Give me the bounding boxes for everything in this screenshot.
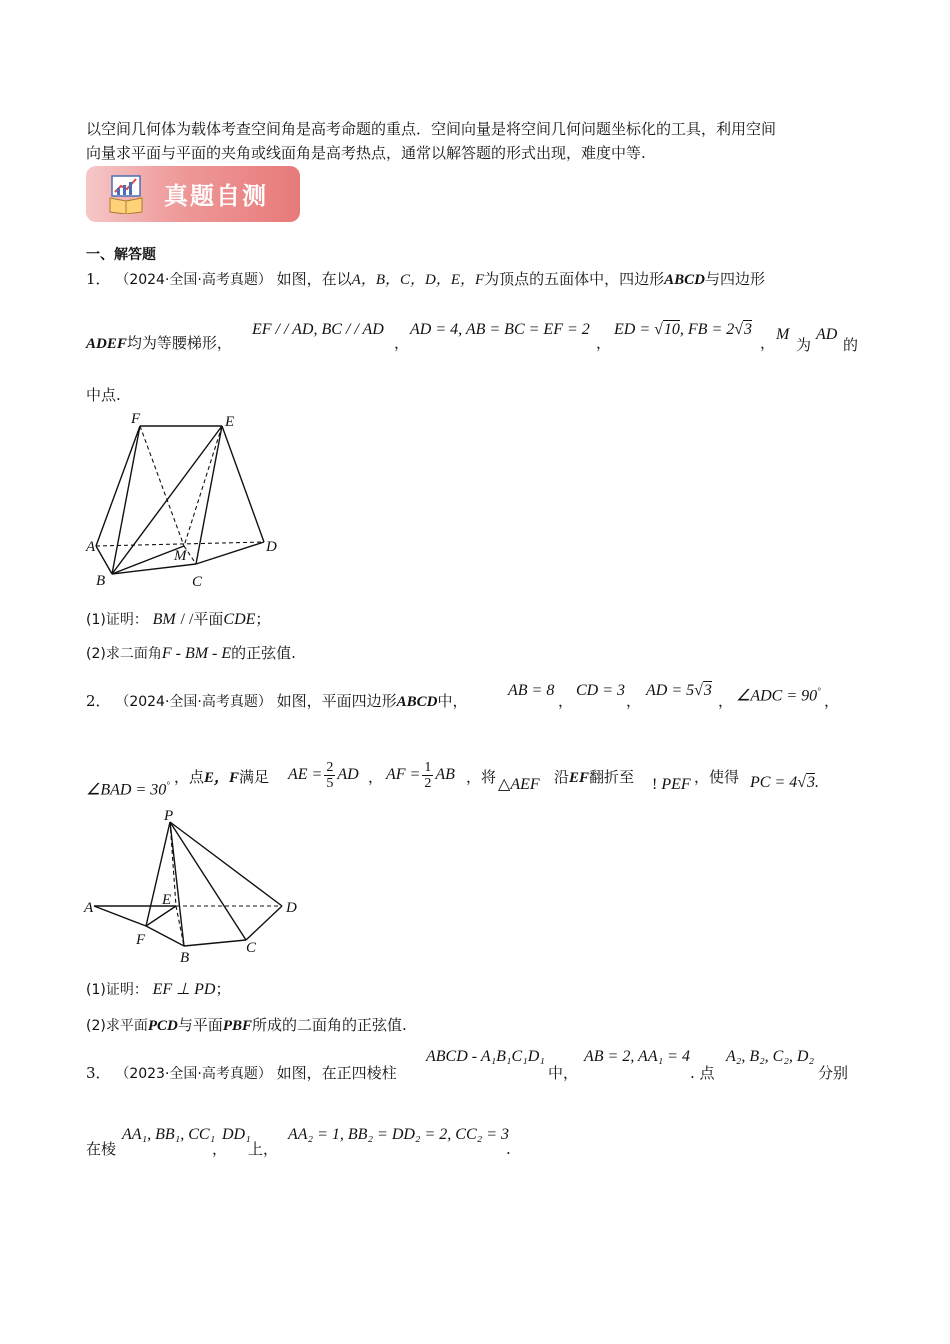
q1-part-1-d: 平面 xyxy=(193,610,224,628)
q1-text-b: 为顶点的五面体中，四边形 xyxy=(484,270,665,288)
q2-cond-bad-value: ∠BAD = 30 xyxy=(86,781,167,799)
q1-part-1-a: (1)证明： xyxy=(86,612,148,628)
q2-ae-b: AD xyxy=(337,766,359,784)
q2-tri-aef xyxy=(498,774,540,796)
q2-text-b: 中， xyxy=(437,692,468,710)
q2-label-p: P xyxy=(164,808,174,824)
q2-cond-adc-deg: ° xyxy=(817,686,821,696)
q2-cond-adc xyxy=(736,680,821,707)
q1-comma-2: ， xyxy=(596,334,612,352)
section-heading: 一、解答题 xyxy=(86,247,156,263)
q2-pc-a: PC = 4 xyxy=(750,774,798,791)
q1-adef: ADEF xyxy=(86,336,127,352)
q1-part-2 xyxy=(86,642,296,665)
q1-part-1-c: / / xyxy=(180,611,194,628)
q2-comma-1: ， xyxy=(558,692,574,710)
q3-cond-2: AA₂ = 1, BB₂ = DD₂ = 2, CC₂ = 3 xyxy=(288,1126,509,1143)
q1-comma-1: ， xyxy=(394,334,410,352)
q1-cond-2: AD = 4, AB = BC = EF = 2 xyxy=(410,321,590,338)
q2-label-d: D xyxy=(286,900,297,916)
q2-ae-frac xyxy=(324,760,335,791)
intro-line-1: 以空间几何体为载体考查空间角是高考命题的重点．空间向量是将空间几何问题坐标化的工具，利用空间 xyxy=(86,120,777,138)
q1-part-1-b: BM xyxy=(152,611,176,628)
q3-text-c: . 点 xyxy=(690,1064,715,1082)
q2-label-f: F xyxy=(136,932,146,948)
q2-af-num: 1 xyxy=(424,760,432,775)
q2-ae-num: 2 xyxy=(326,760,334,775)
q2-cond-adc-value: ∠ADC = 90 xyxy=(736,687,818,705)
q1-line-2 xyxy=(86,332,232,355)
q2-line-2b xyxy=(554,766,634,789)
q2-ae-a: AE = xyxy=(288,766,323,784)
q2-pc-sqrt: 3 xyxy=(807,774,816,791)
q1-number: 1． xyxy=(86,270,111,288)
q1-part-2-c: 的正弦值. xyxy=(231,644,296,662)
q1-part-1-f: ； xyxy=(255,610,271,628)
q1-points: A，B，C，D，E，F xyxy=(351,272,485,288)
q2-comma-5: ， xyxy=(368,768,384,786)
q2-af-a: AF = xyxy=(386,766,421,784)
q2-part-2-a: (2)求平面 xyxy=(86,1018,148,1034)
q3-text-e: 在棱 xyxy=(86,1140,117,1158)
q2-aef: AEF xyxy=(510,776,540,793)
q3-source: （2023·全国·高考真题） xyxy=(115,1066,272,1082)
q2-cond-cd: CD = 3 xyxy=(576,682,626,699)
q2-cond-ad-sqrt: 3 xyxy=(703,682,712,699)
q3-edges: AA₁, BB₁, CC₁ xyxy=(122,1126,216,1143)
q1-label-a: A xyxy=(86,539,96,555)
q1-wei: 为 xyxy=(796,336,812,354)
q3-text-b: 中， xyxy=(548,1064,579,1082)
q2-text-h: ，使得 xyxy=(694,768,740,786)
q1-abcd: ABCD xyxy=(664,272,706,288)
q2-comma-3: ， xyxy=(718,692,734,710)
q1-label-b: B xyxy=(96,573,106,589)
q3-number: 3． xyxy=(86,1064,111,1082)
q3-edge-4: DD₁ xyxy=(222,1126,251,1143)
q2-abcd: ABCD xyxy=(396,694,438,710)
q2-part-2-d: PBF xyxy=(222,1018,253,1034)
q1-label-f: F xyxy=(131,411,141,427)
section-banner xyxy=(86,166,300,222)
q2-triangle-symbol-2: ! xyxy=(652,776,658,793)
q2-part-1-b: EF ⊥ PD xyxy=(152,981,216,998)
q1-line-1 xyxy=(86,268,765,291)
q2-text-a: 如图，平面四边形 xyxy=(276,692,397,710)
q1-label-m: M xyxy=(174,548,187,564)
q2-af-frac xyxy=(422,760,433,791)
q2-comma-2: ， xyxy=(626,692,642,710)
q1-line-3: 中点. xyxy=(86,386,121,404)
q2-text-g: 翻折至 xyxy=(589,768,635,786)
q2-text-e: ，将 xyxy=(466,768,497,786)
q1-part-1 xyxy=(86,608,270,631)
q2-comma-4: ， xyxy=(824,692,840,710)
q3-prism: ABCD - A₁B₁C₁D₁ xyxy=(426,1048,545,1065)
q2-line-1 xyxy=(86,690,468,713)
q2-cond-bad xyxy=(86,774,170,801)
q2-part-1-a: (1)证明： xyxy=(86,982,148,998)
q2-part-2-b: PCD xyxy=(147,1018,178,1034)
q1-de: 的 xyxy=(843,336,859,354)
q2-cond-ab: AB = 8 xyxy=(508,682,555,699)
q1-text-d: 均为等腰梯形， xyxy=(126,334,232,352)
q2-part-1 xyxy=(86,978,230,1001)
q2-label-b: B xyxy=(180,950,190,966)
q2-pc: PC = 4√3. xyxy=(750,774,820,791)
q1-sqrt-10: 10 xyxy=(663,321,680,338)
q2-ae-formula xyxy=(288,760,359,791)
q1-cond-3a: ED = xyxy=(614,321,655,338)
q2-line-2a xyxy=(174,766,269,789)
q2-af-den: 2 xyxy=(424,776,432,791)
q2-ef2: EF xyxy=(569,770,590,786)
q1-m: M xyxy=(776,326,790,343)
q2-af-b: AB xyxy=(435,766,455,784)
q2-label-c: C xyxy=(246,940,257,956)
q1-part-1-e: CDE xyxy=(223,611,256,628)
q3-period: . xyxy=(506,1140,511,1158)
q1-part-2-b: F - BM - E xyxy=(161,645,232,662)
book-chart-icon xyxy=(108,174,144,214)
q3-line-1 xyxy=(86,1062,397,1085)
q2-part-1-c: ； xyxy=(215,980,231,998)
q2-ef: E，F xyxy=(204,770,240,786)
q2-text-f: 沿 xyxy=(554,768,570,786)
q2-ae-den: 5 xyxy=(326,776,334,791)
q1-label-c: C xyxy=(192,574,203,590)
intro-line-2: 向量求平面与平面的夹角或线面角是高考热点，通常以解答题的形式出现，难度中等. xyxy=(86,144,646,162)
q2-figure xyxy=(80,806,310,970)
q3-text-d: 分别 xyxy=(818,1064,849,1082)
q1-label-e: E xyxy=(225,414,235,430)
q2-cond-ad-a: AD = 5 xyxy=(646,682,695,699)
q2-cond-bad-deg: ° xyxy=(166,780,170,790)
q2-label-a: A xyxy=(84,900,94,916)
q2-number: 2． xyxy=(86,692,111,710)
q1-text-c: 与四边形 xyxy=(705,270,766,288)
q1-sqrt-3: 3 xyxy=(744,321,753,338)
q2-part-2-c: 与平面 xyxy=(177,1016,223,1034)
q1-part-2-a: (2)求二面角 xyxy=(86,646,162,662)
q2-tri-pef xyxy=(652,774,691,796)
q2-text-c: ，点 xyxy=(174,768,205,786)
q2-text-d: 满足 xyxy=(239,768,270,786)
q1-text-a: 如图，在以 xyxy=(276,270,352,288)
q2-cond-ad: AD = 5√3 xyxy=(646,682,712,699)
q3-text-a: 如图，在正四棱柱 xyxy=(276,1064,397,1082)
q1-cond-3: ED = √10, FB = 2√3 xyxy=(614,321,753,338)
q1-comma-3: ， xyxy=(760,334,776,352)
q1-cond-1: EF / / AD, BC / / AD xyxy=(252,321,384,338)
q3-points: A₂, B₂, C₂, D₂ xyxy=(726,1048,815,1065)
q1-label-d: D xyxy=(266,539,277,555)
q2-part-2-e: 所成的二面角的正弦值. xyxy=(252,1016,407,1034)
q2-triangle-symbol: △ xyxy=(498,776,511,793)
banner-title: 真题自测 xyxy=(164,182,268,210)
q2-pef: PEF xyxy=(661,776,691,793)
q3-comma-1: ， xyxy=(212,1140,228,1158)
q3-cond-1: AB = 2, AA₁ = 4 xyxy=(584,1048,690,1065)
q2-af-formula xyxy=(386,760,455,791)
q2-label-e: E xyxy=(162,892,172,908)
q2-source: （2024·全国·高考真题） xyxy=(115,694,272,710)
q1-figure xyxy=(80,410,300,592)
q3-text-f: 上， xyxy=(248,1140,279,1158)
q2-part-2 xyxy=(86,1014,407,1037)
q1-source: （2024·全国·高考真题） xyxy=(115,272,272,288)
q1-cond-3c: , FB = 2 xyxy=(679,321,735,338)
q1-ad: AD xyxy=(816,326,838,343)
